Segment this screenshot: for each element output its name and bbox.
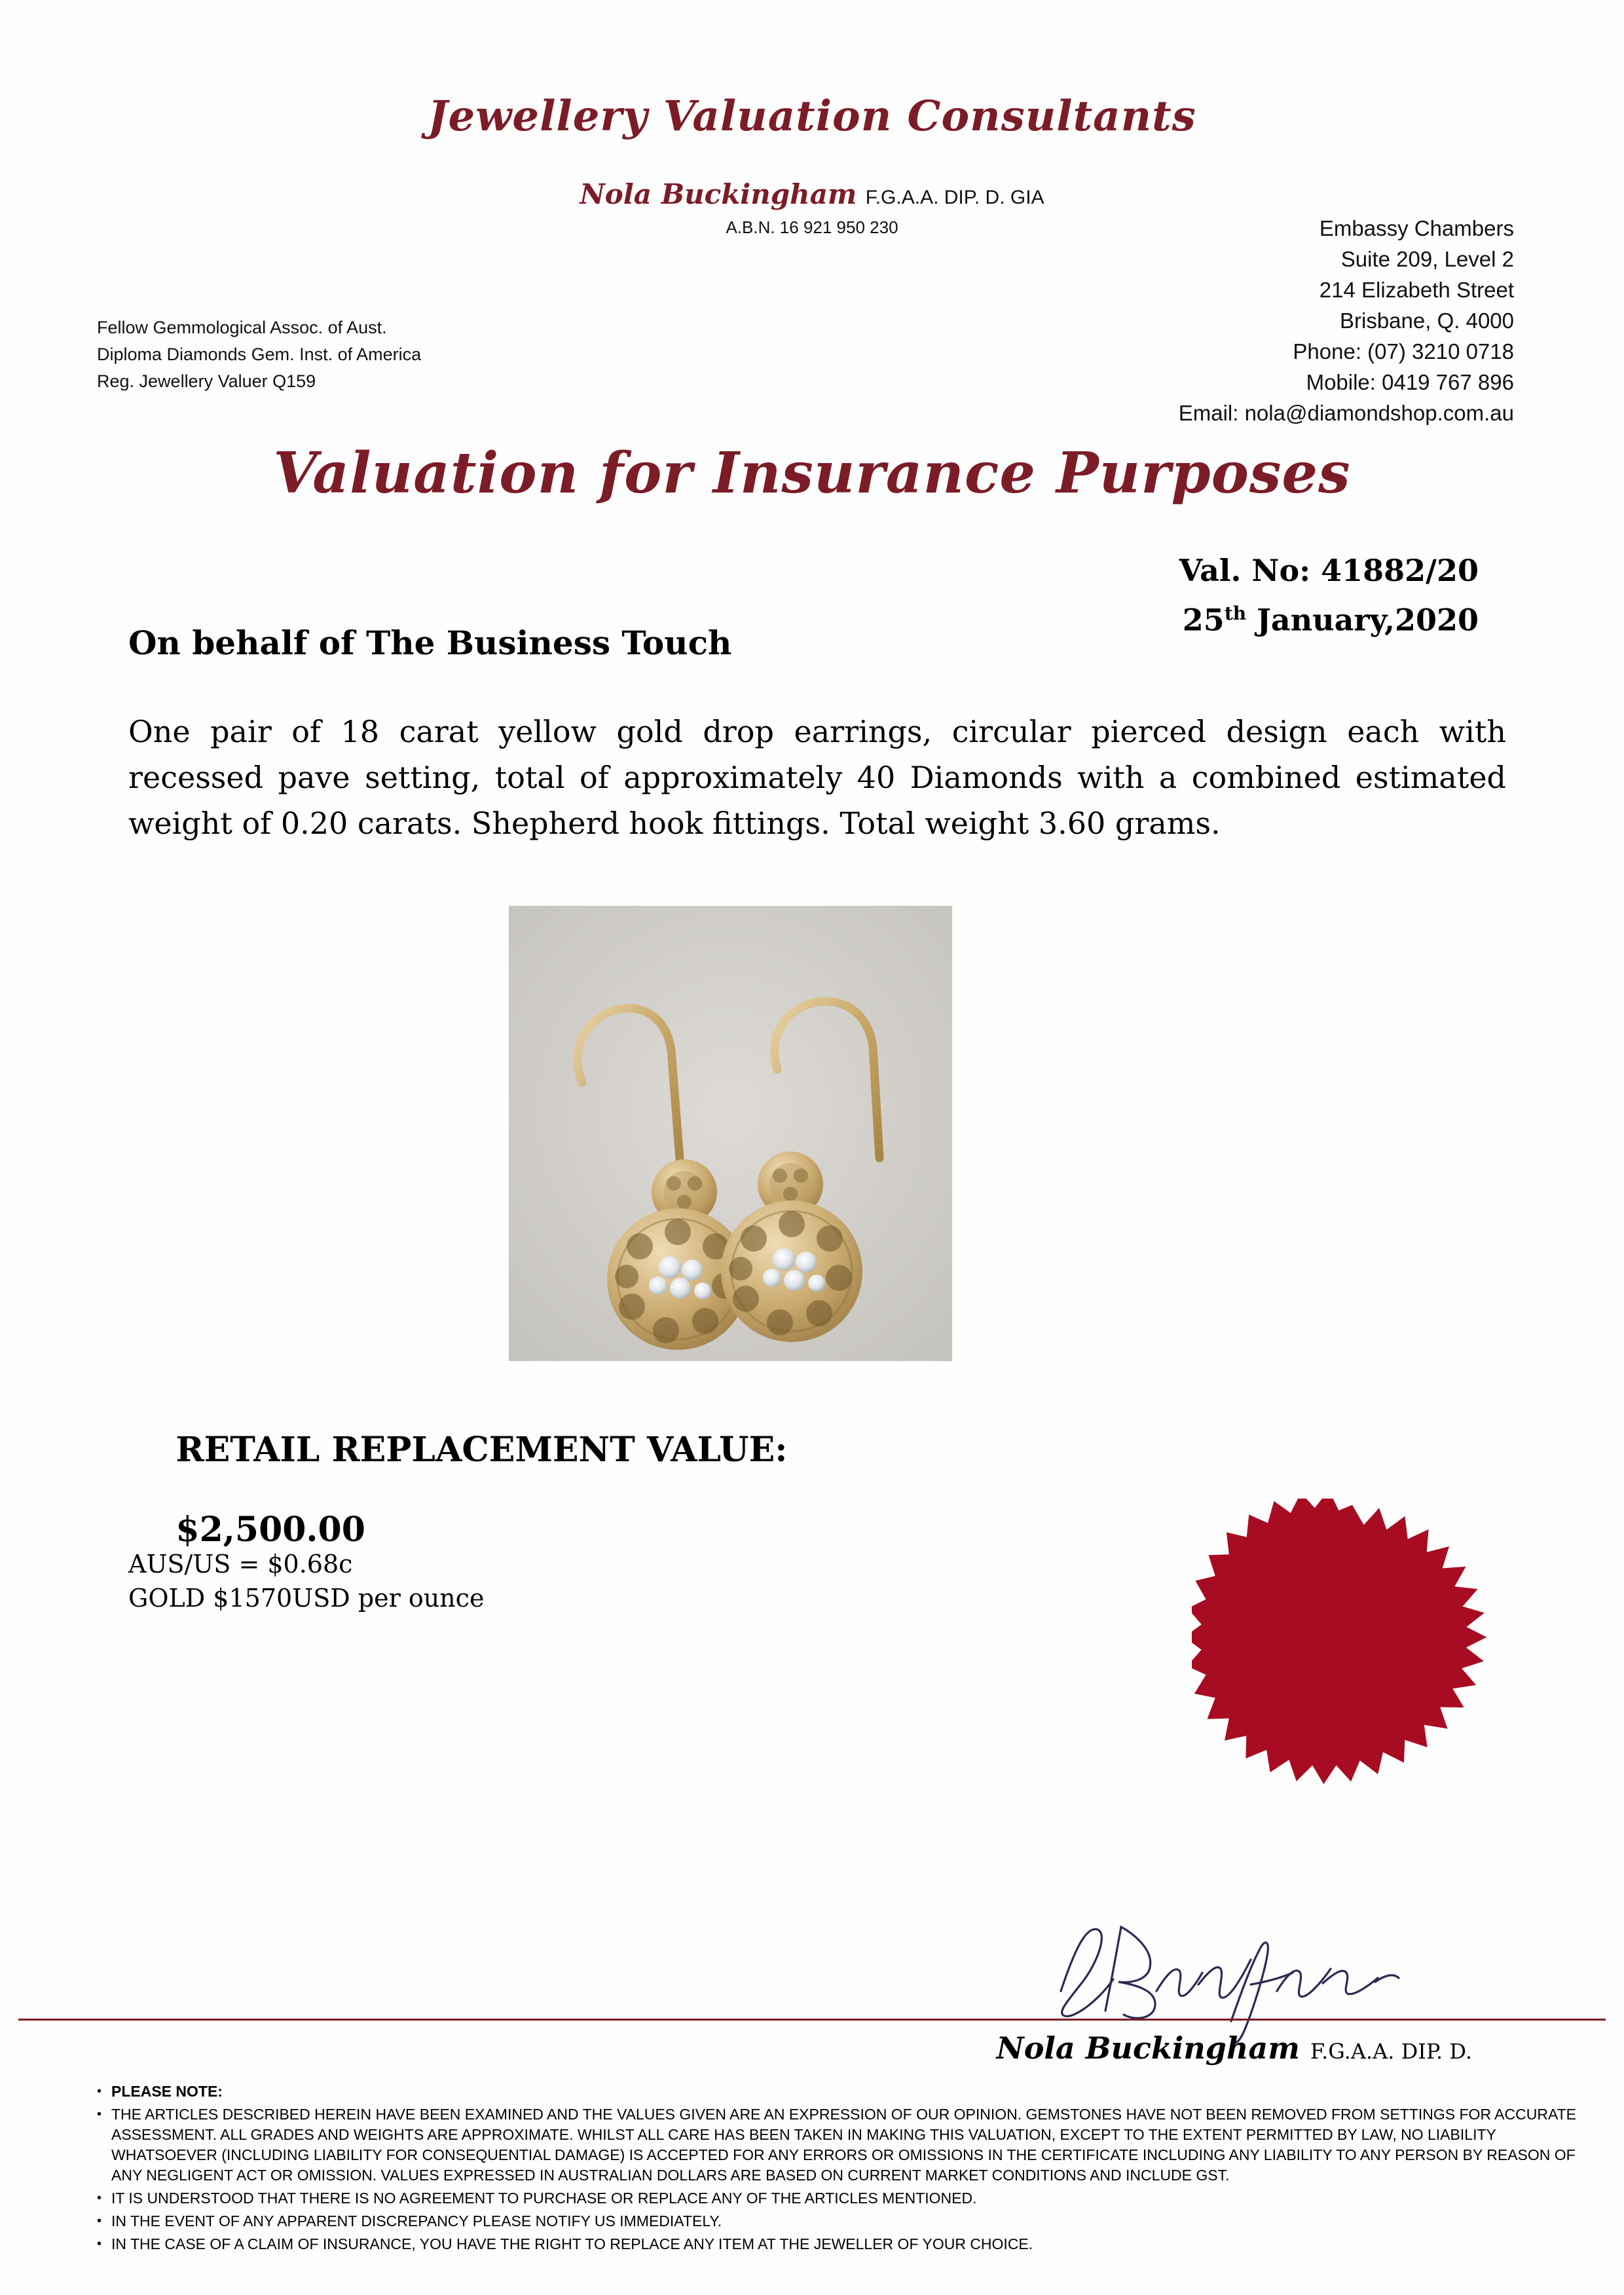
aud-usd-rate: AUS/US = $0.68c	[128, 1550, 353, 1578]
valuer-name-line	[0, 178, 1624, 210]
credential-line: Reg. Jewellery Valuer Q159	[97, 371, 316, 391]
certification-seal	[1192, 1499, 1513, 1819]
date-day: 25	[1182, 602, 1225, 638]
page-title: Valuation for Insurance Purposes	[273, 440, 1351, 506]
retail-value: $2,500.00	[175, 1510, 365, 1550]
note-row	[97, 2234, 1596, 2254]
gold-price: GOLD $1570USD per ounce	[128, 1584, 485, 1613]
on-behalf-line: On behalf of The Business Touch	[128, 624, 732, 662]
phone-line: Phone: (07) 3210 0718	[1293, 339, 1514, 364]
email-line: Email: nola@diamondshop.com.au	[1178, 401, 1514, 425]
item-description: One pair of 18 carat yellow gold drop earrings, circular pierced design each with recessed pave setting, total of approximately 40 Diamonds with a combined estimated weight of 0.20 carats. Shepherd hook fittings. Total weight 3.60 grams.	[128, 714, 1506, 841]
exchange-rates-block	[128, 1547, 484, 1615]
address-line: 214 Elizabeth Street	[1319, 278, 1514, 302]
valuer-name: Nola Buckingham	[580, 178, 857, 210]
note-row	[97, 2188, 1596, 2209]
val-no-value: 41882/20	[1321, 553, 1479, 588]
address-line: Embassy Chambers	[1319, 216, 1514, 240]
seal-icon	[1192, 1499, 1513, 1819]
company-name: Jewellery Valuation Consultants	[428, 92, 1196, 141]
signature-qualifications: F.G.A.A. DIP. D.	[1310, 2039, 1472, 2064]
item-photograph	[509, 906, 952, 1361]
valuation-number-line	[1179, 549, 1479, 592]
note-row	[97, 2211, 1596, 2231]
address-line: Brisbane, Q. 4000	[1340, 308, 1514, 333]
note-text: THE ARTICLES DESCRIBED HEREIN HAVE BEEN EXAMINED AND THE VALUES GIVEN ARE AN EXPRESSION OF OUR OPINION. GEMSTONES HAVE NOT BEEN REMOVED FROM SETTINGS FOR ACCURATE ASSESSMENT. ALL GRADES AND WEIGHTS ARE APPROXIMATE. WHILST ALL CARE HAS BEEN TAKEN IN MAKING THIS VALUATION, EXCEPT TO THE EXTENT PERMITTED BY LAW, NO LIABILITY WHATSOEVER (INCLUDING LIABILITY FOR CONSEQUENTIAL DAMAGE) IS ACCEPTED FOR ANY ERRORS OR OMISSIONS IN THE CERTIFICATE INCLUDING ANY LIABILITY TO ANY PERSON BY REASON OF ANY NEGLIGENT ACT OR OMISSION. VALUES EXPRESSED IN AUSTRALIAN DOLLARS ARE BASED ON CURRENT MARKET CONDITIONS AND INCLUDE GST.	[111, 2106, 1576, 2184]
note-text: IT IS UNDERSTOOD THAT THERE IS NO AGREEMENT TO PURCHASE OR REPLACE ANY OF THE ARTICLES MENTIONED.	[111, 2190, 977, 2207]
footer-notes	[97, 2081, 1596, 2257]
signature-name: Nola Buckingham	[996, 2030, 1300, 2066]
valuer-qualifications: F.G.A.A. DIP. D. GIA	[865, 187, 1044, 208]
valuation-number-block	[1179, 549, 1479, 641]
address-block	[1179, 213, 1514, 428]
note-text: IN THE CASE OF A CLAIM OF INSURANCE, YOU HAVE THE RIGHT TO REPLACE ANY ITEM AT THE JEWELLER OF YOUR CHOICE.	[111, 2235, 1033, 2252]
retail-label: RETAIL REPLACEMENT VALUE:	[175, 1430, 788, 1470]
date-rest: January,2020	[1257, 602, 1479, 638]
credential-line: Fellow Gemmological Assoc. of Aust.	[97, 318, 387, 337]
signature-name-line	[997, 2030, 1472, 2066]
note-text: IN THE EVENT OF ANY APPARENT DISCREPANCY PLEASE NOTIFY US IMMEDIATELY.	[111, 2212, 722, 2230]
please-note-heading: PLEASE NOTE:	[111, 2083, 223, 2100]
date-ordinal: th	[1224, 603, 1247, 624]
earrings-photo-illustration	[509, 906, 952, 1361]
bullet-icon: •	[97, 2237, 102, 2251]
note-row	[97, 2081, 1596, 2102]
bullet-icon: •	[97, 2107, 102, 2121]
bullet-icon: •	[97, 2084, 102, 2099]
bullet-icon: •	[97, 2191, 102, 2205]
valuation-date-line	[1179, 592, 1479, 641]
credentials-block	[97, 314, 421, 395]
val-no-label: Val. No:	[1179, 553, 1311, 588]
credential-line: Diploma Diamonds Gem. Inst. of America	[97, 345, 422, 364]
mobile-line: Mobile: 0419 767 896	[1306, 370, 1514, 394]
footer-divider	[18, 2019, 1606, 2021]
address-line: Suite 209, Level 2	[1340, 247, 1514, 271]
bullet-icon: •	[97, 2214, 102, 2228]
note-row	[97, 2104, 1596, 2186]
abn-line: A.B.N. 16 921 950 230	[726, 217, 898, 237]
